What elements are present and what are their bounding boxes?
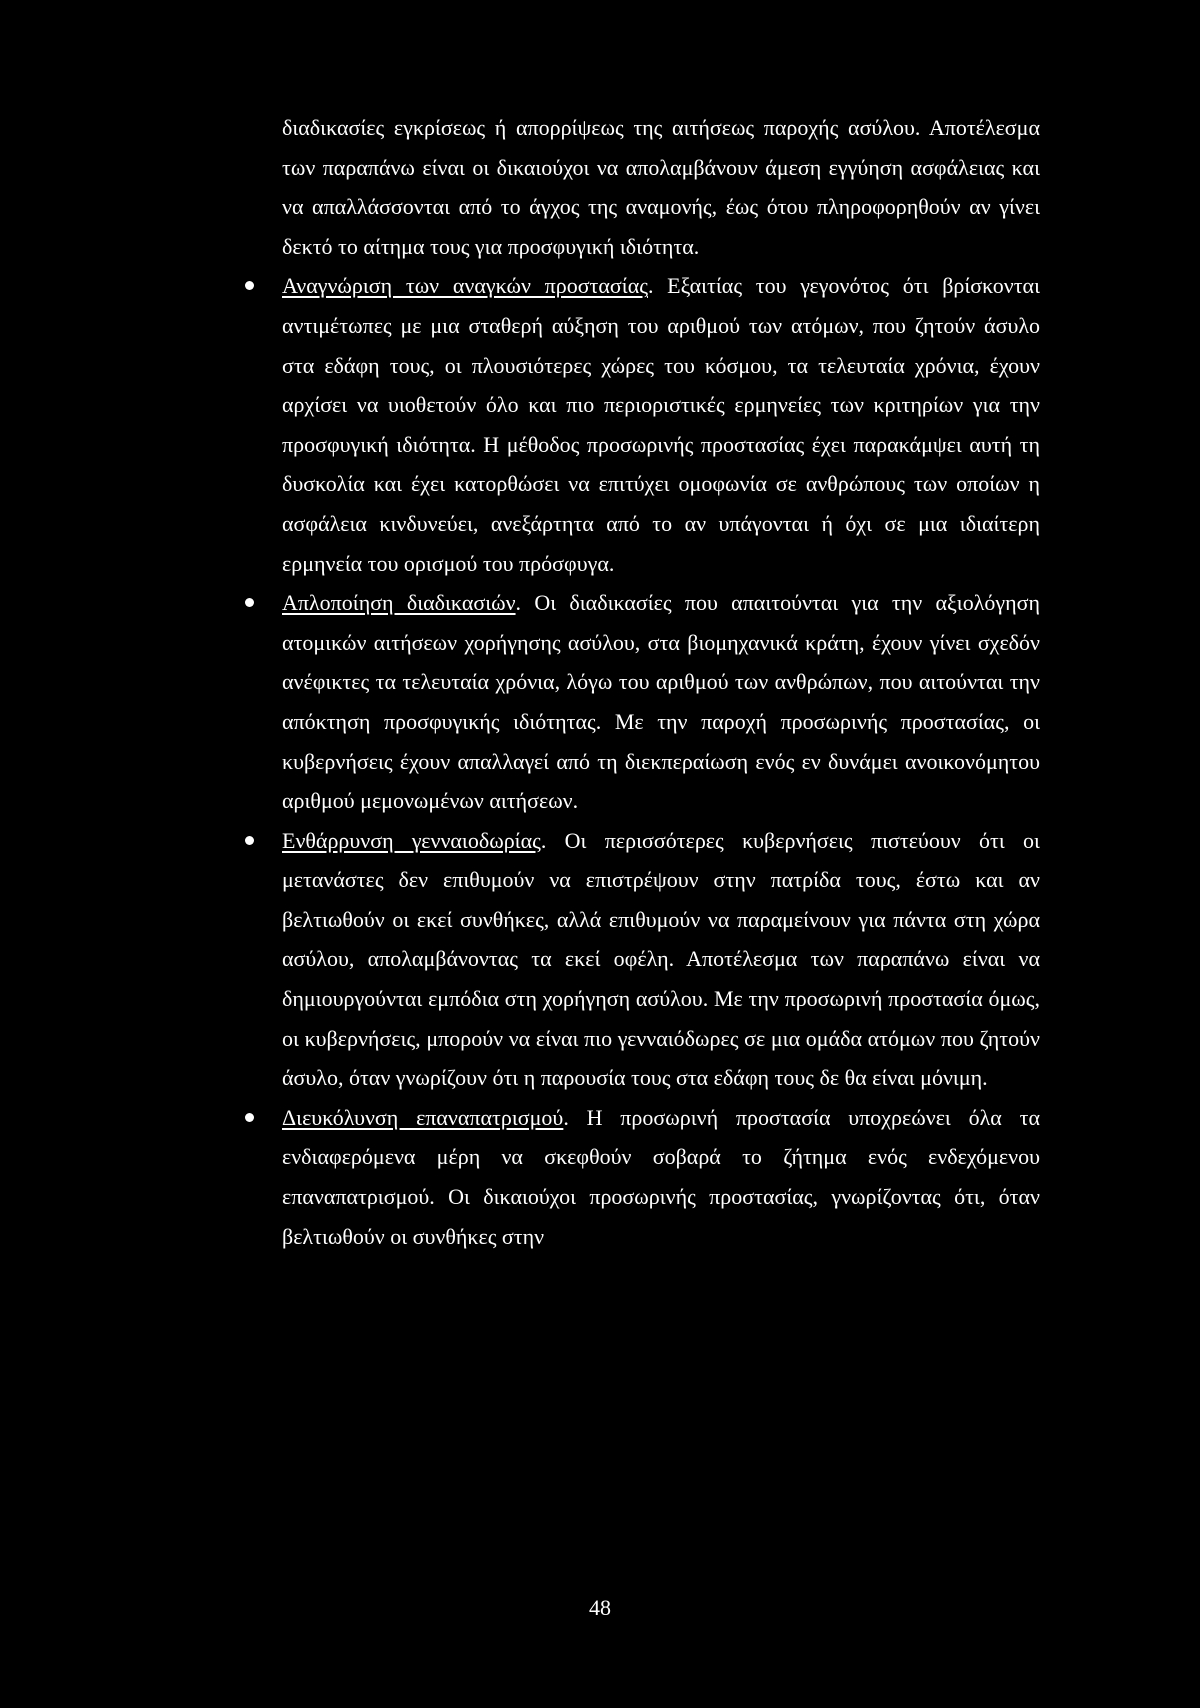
bullet-term: Διευκόλυνση επαναπατρισμού (282, 1104, 564, 1130)
intro-paragraph: διαδικασίες εγκρίσεως ή απορρίψεως της αιτήσεως παροχής ασύλου. Αποτέλεσμα των παραπάνω είναι οι δικαιούχοι να απολαμβάνουν άμεση εγγύηση ασφάλειας και να απαλλάσσονται από το άγχος της αναμονής, έως ότου πληροφορηθούν αν γίνει δεκτό το αίτημα τους για προσφυγική ιδιότητα. (282, 115, 1040, 259)
bullet-dot-icon (245, 836, 254, 845)
bullet-item-simplification (282, 583, 1040, 821)
bullet-text: . Οι διαδικασίες που απαιτούνται για την αξιολόγηση ατομικών αιτήσεων χορήγησης ασύλου, στα βιομηχανικά κράτη, έχουν γίνει σχεδόν ανέφικτες τα τελευταία χρόνια, λόγω του αριθμού των ανθρώπων, που αιτούνται την απόκτηση προσφυγικής ιδιότητας. Με την παροχή προσωρινής προστασίας, οι κυβερνήσεις έχουν απαλλαγεί από τη διεκπεραίωση ενός εν δυνάμει ανοικονόμητου αριθμού μεμονωμένων αιτήσεων. (282, 590, 1040, 814)
bullet-text: . Οι περισσότερες κυβερνήσεις πιστεύουν ότι οι μετανάστες δεν επιθυμούν να επιστρέψουν στην πατρίδα τους, έστω και αν βελτιωθούν οι εκεί συνθήκες, αλλά επιθυμούν να παραμείνουν για πάντα στη χώρα ασύλου, απολαμβάνοντας τα εκεί οφέλη. Αποτέλεσμα των παραπάνω είναι να δημιουργούνται εμπόδια στη χορήγηση ασύλου. Με την προσωρινή προστασία όμως, οι κυβερνήσεις, μπορούν να είναι πιο γενναιόδωρες σε μια ομάδα ατόμων που ζητούν άσυλο, όταν γνωρίζουν ότι η παρουσία τους στα εδάφη τους δε θα είναι μόνιμη. (282, 827, 1040, 1091)
bullet-list (282, 266, 1040, 1256)
bullet-dot-icon (245, 1113, 254, 1122)
bullet-dot-icon (245, 281, 254, 290)
page-number: 48 (589, 1595, 611, 1620)
bullet-text: . Η προσωρινή προστασία υποχρεώνει όλα τα ενδιαφερόμενα μέρη να σκεφθούν σοβαρά το ζήτημα ενός ενδεχόμενου επαναπατρισμού. Οι δικαιούχοι προσωρινής προστασίας, γνωρίζοντας ότι, όταν βελτιωθούν οι συνθήκες στην (282, 1104, 1040, 1249)
bullet-term: Απλοποίηση διαδικασιών (282, 590, 516, 616)
bullet-term: Αναγνώριση των αναγκών προστασίας (282, 273, 648, 299)
bullet-item-needs-recognition (282, 266, 1040, 583)
bullet-text: . Εξαιτίας του γεγονότος ότι βρίσκονται αντιμέτωπες με μια σταθερή αύξηση του αριθμού των ατόμων, που ζητούν άσυλο στα εδάφη τους, οι πλουσιότερες χώρες του κόσμου, τα τελευταία χρόνια, έχουν αρχίσει να υιοθετούν όλο και πιο περιοριστικές ερμηνείες των κριτηρίων για την προσφυγική ιδιότητα. Η μέθοδος προσωρινής προστασίας έχει παρακάμψει αυτή τη δυσκολία και έχει κατορθώσει να επιτύχει ομοφωνία σε ανθρώπους των οποίων η ασφάλεια κινδυνεύει, ανεξάρτητα από το αν υπάγονται ή όχι σε μια ιδιαίτερη ερμηνεία του ορισμού του πρόσφυγα. (282, 273, 1040, 576)
bullet-item-generosity (282, 821, 1040, 1098)
page-body (282, 108, 1040, 1256)
bullet-term: Ενθάρρυνση γενναιοδωρίας (282, 827, 541, 853)
bullet-dot-icon (245, 598, 254, 607)
bullet-item-repatriation (282, 1098, 1040, 1256)
